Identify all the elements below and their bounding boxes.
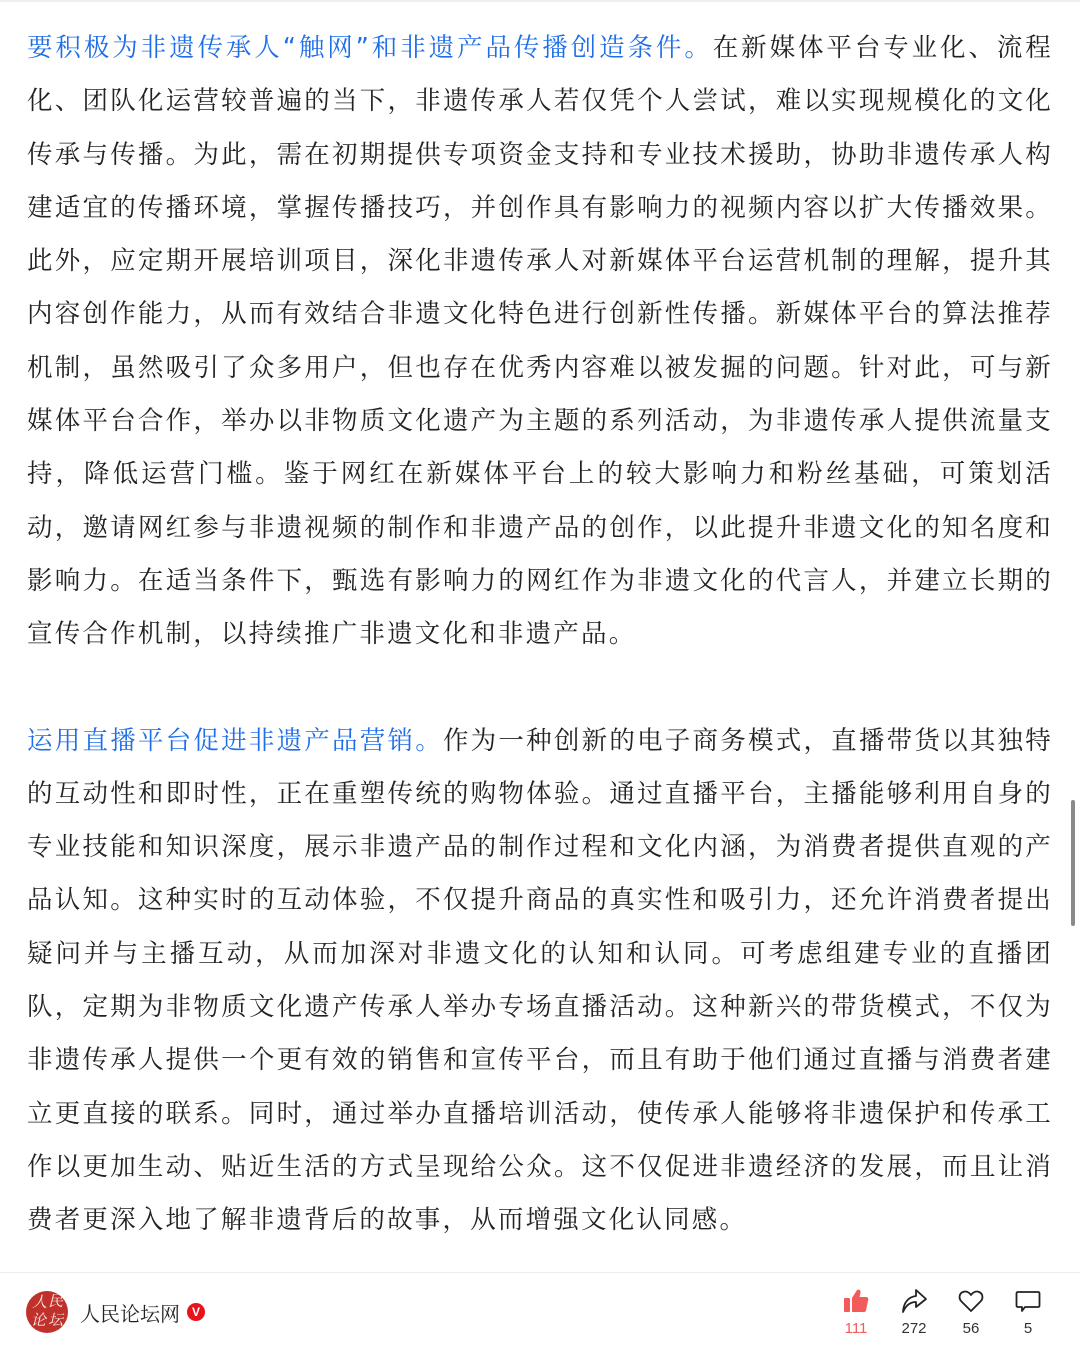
like-count: 111: [844, 1320, 868, 1337]
footer-action-bar: [0, 1272, 1080, 1348]
favorite-count: 56: [962, 1320, 980, 1337]
share-count: 272: [901, 1320, 927, 1337]
share-button[interactable]: [886, 1287, 942, 1337]
paragraph-netizen-support: [27, 22, 1053, 662]
action-buttons: [828, 1287, 1068, 1343]
comment-count: 5: [1023, 1320, 1033, 1337]
author-name[interactable]: 人民论坛网: [80, 1301, 180, 1326]
avatar-char: 论: [31, 1311, 47, 1329]
paragraph-heading: 运用直播平台促进非遗产品营销。: [27, 725, 443, 756]
like-button[interactable]: [828, 1287, 884, 1337]
thumbs-up-icon: [842, 1287, 870, 1315]
avatar-char: 人: [32, 1293, 48, 1311]
heart-icon: [957, 1287, 985, 1315]
avatar-char: 坛: [48, 1311, 64, 1329]
paragraph-livestream-marketing: [27, 715, 1053, 1248]
article-body: [27, 22, 1053, 1248]
vertical-scrollbar[interactable]: [1071, 800, 1075, 926]
favorite-button[interactable]: [943, 1287, 999, 1337]
comment-bubble-icon: [1014, 1287, 1042, 1315]
comment-button[interactable]: [1000, 1287, 1056, 1337]
share-arrow-icon: [900, 1287, 928, 1315]
author-info[interactable]: [26, 1291, 205, 1333]
paragraph-text: 作为一种创新的电子商务模式，直播带货以其独特的互动性和即时性，正在重塑传统的购物体验。通过直播平台，主播能够利用自身的专业技能和知识深度，展示非遗产品的制作过程和文化内涵，为消费者提供直观的产品认知。这种实时的互动体验，不仅提升商品的真实性和吸引力，还允许消费者提出疑问并与主播互动，从而加深对非遗文化的认知和认同。可考虑组建专业的直播团队，定期为非物质文化遗产传承人举办专场直播活动。这种新兴的带货模式，不仅为非遗传承人提供一个更有效的销售和宣传平台，而且有助于他们通过直播与消费者建立更直接的联系。同时，通过举办直播培训活动，使传承人能够将非遗保护和传承工作以更加生动、贴近生活的方式呈现给公众。这不仅促进非遗经济的发展，而且让消费者更深入地了解非遗背后的故事，从而增强文化认同感。: [27, 725, 1053, 1236]
verified-badge-icon: V: [187, 1303, 205, 1321]
avatar[interactable]: [26, 1291, 68, 1333]
top-divider: [0, 0, 1080, 2]
paragraph-heading: 要积极为非遗传承人“触网”和非遗产品传播创造条件。: [27, 33, 713, 63]
avatar-char: 民: [48, 1292, 64, 1310]
paragraph-text: 在新媒体平台专业化、流程化、团队化运营较普遍的当下，非遗传承人若仅凭个人尝试，难以实现规模化的文化传承与传播。为此，需在初期提供专项资金支持和专业技术援助，协助非遗传承人构建适宜的传播环境，掌握传播技巧，并创作具有影响力的视频内容以扩大传播效果。此外，应定期开展培训项目，深化非遗传承人对新媒体平台运营机制的理解，提升其内容创作能力，从而有效结合非遗文化特色进行创新性传播。新媒体平台的算法推荐机制，虽然吸引了众多用户，但也存在优秀内容难以被发掘的问题。针对此，可与新媒体平台合作，举办以非物质文化遗产为主题的系列活动，为非遗传承人提供流量支持，降低运营门槛。鉴于网红在新媒体平台上的较大影响力和粉丝基础，可策划活动，邀请网红参与非遗视频的制作和非遗产品的创作，以此提升非遗文化的知名度和影响力。在适当条件下，甄选有影响力的网红作为非遗文化的代言人，并建立长期的宣传合作机制，以持续推广非遗文化和非遗产品。: [27, 33, 1053, 650]
